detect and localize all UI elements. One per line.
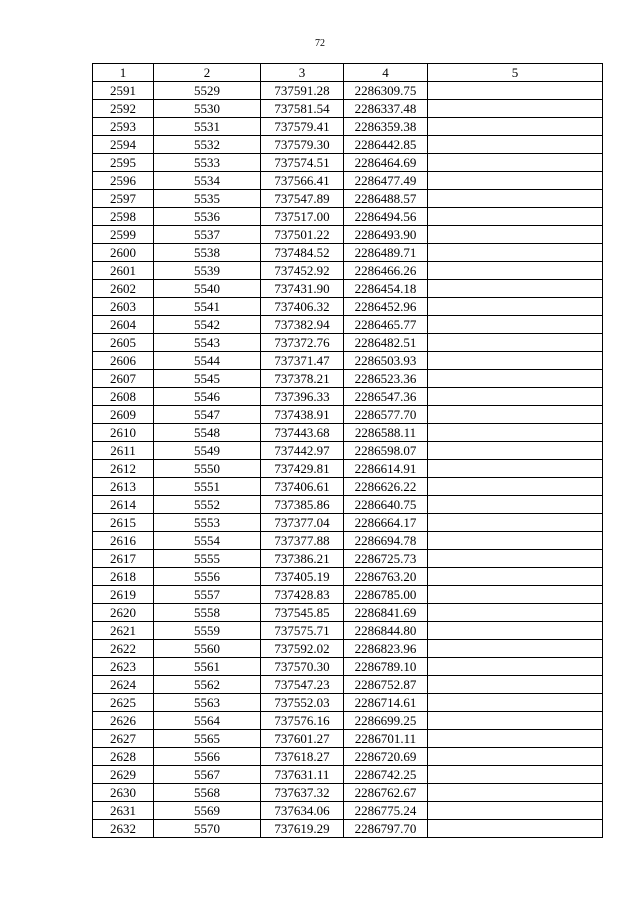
table-cell-col-1: 2622 — [93, 640, 154, 658]
table-cell-col-1: 2595 — [93, 154, 154, 172]
table-cell-col-4: 2286664.17 — [344, 514, 428, 532]
table-cell-col-1: 2627 — [93, 730, 154, 748]
table-cell-col-5 — [428, 820, 603, 838]
table-cell-col-3: 737618.27 — [261, 748, 344, 766]
table-cell-col-1: 2606 — [93, 352, 154, 370]
table-cell-col-2: 5557 — [154, 586, 261, 604]
table-cell-col-2: 5539 — [154, 262, 261, 280]
table-row — [93, 478, 603, 496]
table-cell-col-5 — [428, 388, 603, 406]
table-cell-col-4: 2286359.38 — [344, 118, 428, 136]
table-cell-col-4: 2286493.90 — [344, 226, 428, 244]
table-cell-col-3: 737634.06 — [261, 802, 344, 820]
table-row — [93, 442, 603, 460]
table-cell-col-1: 2629 — [93, 766, 154, 784]
table-cell-col-3: 737406.61 — [261, 478, 344, 496]
table-cell-col-5 — [428, 154, 603, 172]
table-cell-col-4: 2286714.61 — [344, 694, 428, 712]
table-cell-col-4: 2286464.69 — [344, 154, 428, 172]
table-cell-col-5 — [428, 82, 603, 100]
table-cell-col-4: 2286775.24 — [344, 802, 428, 820]
table-cell-col-1: 2592 — [93, 100, 154, 118]
table-cell-col-2: 5570 — [154, 820, 261, 838]
table-cell-col-1: 2614 — [93, 496, 154, 514]
table-cell-col-2: 5537 — [154, 226, 261, 244]
table-row — [93, 208, 603, 226]
table-row — [93, 586, 603, 604]
table-row — [93, 568, 603, 586]
table-cell-col-2: 5565 — [154, 730, 261, 748]
header-cell-2: 2 — [154, 64, 261, 82]
table-cell-col-5 — [428, 244, 603, 262]
table-cell-col-3: 737377.04 — [261, 514, 344, 532]
table-row — [93, 154, 603, 172]
table-cell-col-3: 737428.83 — [261, 586, 344, 604]
table-cell-col-4: 2286523.36 — [344, 370, 428, 388]
table-cell-col-3: 737547.89 — [261, 190, 344, 208]
table-cell-col-1: 2603 — [93, 298, 154, 316]
table-cell-col-4: 2286547.36 — [344, 388, 428, 406]
table-row — [93, 640, 603, 658]
table-header — [93, 64, 603, 82]
table-row — [93, 658, 603, 676]
table-cell-col-4: 2286789.10 — [344, 658, 428, 676]
table-row — [93, 424, 603, 442]
table-cell-col-5 — [428, 478, 603, 496]
coordinates-table — [92, 63, 603, 838]
table-cell-col-1: 2619 — [93, 586, 154, 604]
table-cell-col-5 — [428, 280, 603, 298]
table-row — [93, 136, 603, 154]
table-cell-col-3: 737574.51 — [261, 154, 344, 172]
table-cell-col-2: 5552 — [154, 496, 261, 514]
table-cell-col-2: 5540 — [154, 280, 261, 298]
table-cell-col-4: 2286442.85 — [344, 136, 428, 154]
table-cell-col-5 — [428, 352, 603, 370]
table-row — [93, 622, 603, 640]
table-cell-col-3: 737631.11 — [261, 766, 344, 784]
table-cell-col-1: 2621 — [93, 622, 154, 640]
table-row — [93, 694, 603, 712]
header-cell-1: 1 — [93, 64, 154, 82]
table-cell-col-4: 2286577.70 — [344, 406, 428, 424]
table-cell-col-5 — [428, 460, 603, 478]
table-cell-col-3: 737429.81 — [261, 460, 344, 478]
table-row — [93, 262, 603, 280]
page-number: 72 — [315, 38, 325, 49]
table-cell-col-4: 2286598.07 — [344, 442, 428, 460]
table-row — [93, 280, 603, 298]
table-cell-col-3: 737501.22 — [261, 226, 344, 244]
table-cell-col-2: 5558 — [154, 604, 261, 622]
table-cell-col-1: 2632 — [93, 820, 154, 838]
table-cell-col-3: 737452.92 — [261, 262, 344, 280]
table-cell-col-2: 5556 — [154, 568, 261, 586]
table-cell-col-2: 5534 — [154, 172, 261, 190]
table-cell-col-1: 2599 — [93, 226, 154, 244]
table-row — [93, 766, 603, 784]
table-row — [93, 406, 603, 424]
table-cell-col-3: 737405.19 — [261, 568, 344, 586]
table-cell-col-2: 5542 — [154, 316, 261, 334]
table-cell-col-3: 737438.91 — [261, 406, 344, 424]
table-cell-col-1: 2607 — [93, 370, 154, 388]
table-cell-col-5 — [428, 712, 603, 730]
table-cell-col-5 — [428, 568, 603, 586]
table-row — [93, 190, 603, 208]
table-cell-col-5 — [428, 514, 603, 532]
table-cell-col-3: 737570.30 — [261, 658, 344, 676]
table-cell-col-1: 2597 — [93, 190, 154, 208]
table-cell-col-1: 2591 — [93, 82, 154, 100]
table-cell-col-1: 2605 — [93, 334, 154, 352]
table-row — [93, 172, 603, 190]
table-cell-col-1: 2594 — [93, 136, 154, 154]
table-row — [93, 604, 603, 622]
table-cell-col-5 — [428, 424, 603, 442]
table-row — [93, 82, 603, 100]
table-cell-col-3: 737552.03 — [261, 694, 344, 712]
table-cell-col-2: 5569 — [154, 802, 261, 820]
table-cell-col-3: 737601.27 — [261, 730, 344, 748]
table-cell-col-1: 2617 — [93, 550, 154, 568]
table-cell-col-2: 5549 — [154, 442, 261, 460]
table-cell-col-4: 2286626.22 — [344, 478, 428, 496]
table-cell-col-4: 2286494.56 — [344, 208, 428, 226]
table-cell-col-3: 737484.52 — [261, 244, 344, 262]
table-cell-col-4: 2286725.73 — [344, 550, 428, 568]
table-cell-col-5 — [428, 100, 603, 118]
table-row — [93, 298, 603, 316]
table-cell-col-3: 737579.30 — [261, 136, 344, 154]
table-cell-col-4: 2286465.77 — [344, 316, 428, 334]
table-cell-col-1: 2624 — [93, 676, 154, 694]
table-row — [93, 514, 603, 532]
table-cell-col-2: 5536 — [154, 208, 261, 226]
table-cell-col-4: 2286309.75 — [344, 82, 428, 100]
table-cell-col-5 — [428, 298, 603, 316]
table-cell-col-2: 5566 — [154, 748, 261, 766]
table-cell-col-1: 2611 — [93, 442, 154, 460]
table-cell-col-2: 5544 — [154, 352, 261, 370]
header-cell-5: 5 — [428, 64, 603, 82]
table-cell-col-3: 737619.29 — [261, 820, 344, 838]
table-cell-col-1: 2631 — [93, 802, 154, 820]
table-cell-col-2: 5567 — [154, 766, 261, 784]
table-cell-col-4: 2286503.93 — [344, 352, 428, 370]
table-cell-col-5 — [428, 208, 603, 226]
table-cell-col-1: 2613 — [93, 478, 154, 496]
table-cell-col-1: 2625 — [93, 694, 154, 712]
table-cell-col-4: 2286614.91 — [344, 460, 428, 478]
table-cell-col-3: 737517.00 — [261, 208, 344, 226]
table-row — [93, 316, 603, 334]
table-cell-col-2: 5530 — [154, 100, 261, 118]
table-cell-col-4: 2286763.20 — [344, 568, 428, 586]
table-cell-col-3: 737382.94 — [261, 316, 344, 334]
table-cell-col-5 — [428, 766, 603, 784]
table-cell-col-1: 2593 — [93, 118, 154, 136]
table-cell-col-4: 2286694.78 — [344, 532, 428, 550]
table-cell-col-2: 5560 — [154, 640, 261, 658]
table-row — [93, 334, 603, 352]
table-cell-col-1: 2609 — [93, 406, 154, 424]
table-cell-col-2: 5562 — [154, 676, 261, 694]
table-cell-col-4: 2286452.96 — [344, 298, 428, 316]
table-cell-col-3: 737576.16 — [261, 712, 344, 730]
table-cell-col-1: 2612 — [93, 460, 154, 478]
table-cell-col-4: 2286477.49 — [344, 172, 428, 190]
table-cell-col-1: 2610 — [93, 424, 154, 442]
table-cell-col-5 — [428, 586, 603, 604]
table-cell-col-5 — [428, 802, 603, 820]
table-row — [93, 244, 603, 262]
table-row — [93, 460, 603, 478]
table-cell-col-2: 5563 — [154, 694, 261, 712]
table-cell-col-3: 737385.86 — [261, 496, 344, 514]
table-cell-col-4: 2286466.26 — [344, 262, 428, 280]
table-cell-col-3: 737443.68 — [261, 424, 344, 442]
table-cell-col-1: 2616 — [93, 532, 154, 550]
table-row — [93, 730, 603, 748]
table-cell-col-2: 5559 — [154, 622, 261, 640]
table-cell-col-1: 2598 — [93, 208, 154, 226]
table-cell-col-4: 2286488.57 — [344, 190, 428, 208]
table-cell-col-5 — [428, 262, 603, 280]
table-cell-col-1: 2626 — [93, 712, 154, 730]
table-cell-col-1: 2623 — [93, 658, 154, 676]
table-cell-col-2: 5554 — [154, 532, 261, 550]
table-cell-col-5 — [428, 694, 603, 712]
table-cell-col-5 — [428, 604, 603, 622]
table-cell-col-2: 5551 — [154, 478, 261, 496]
table-cell-col-1: 2604 — [93, 316, 154, 334]
table-cell-col-1: 2615 — [93, 514, 154, 532]
table-cell-col-3: 737545.85 — [261, 604, 344, 622]
table-cell-col-3: 737372.76 — [261, 334, 344, 352]
table-row — [93, 388, 603, 406]
table-cell-col-4: 2286752.87 — [344, 676, 428, 694]
table-cell-col-4: 2286489.71 — [344, 244, 428, 262]
table-cell-col-3: 737581.54 — [261, 100, 344, 118]
table-cell-col-1: 2600 — [93, 244, 154, 262]
table-cell-col-5 — [428, 784, 603, 802]
table-cell-col-4: 2286482.51 — [344, 334, 428, 352]
table-body — [93, 82, 603, 838]
table-cell-col-3: 737591.28 — [261, 82, 344, 100]
table-cell-col-3: 737547.23 — [261, 676, 344, 694]
table-cell-col-5 — [428, 334, 603, 352]
table-cell-col-3: 737378.21 — [261, 370, 344, 388]
table-cell-col-4: 2286454.18 — [344, 280, 428, 298]
table-cell-col-2: 5550 — [154, 460, 261, 478]
table-cell-col-5 — [428, 226, 603, 244]
table-cell-col-2: 5546 — [154, 388, 261, 406]
table-cell-col-2: 5529 — [154, 82, 261, 100]
table-cell-col-2: 5543 — [154, 334, 261, 352]
table-cell-col-3: 737592.02 — [261, 640, 344, 658]
table-cell-col-2: 5531 — [154, 118, 261, 136]
table-cell-col-4: 2286785.00 — [344, 586, 428, 604]
table-cell-col-5 — [428, 496, 603, 514]
table-cell-col-4: 2286720.69 — [344, 748, 428, 766]
header-cell-3: 3 — [261, 64, 344, 82]
table-cell-col-3: 737377.88 — [261, 532, 344, 550]
table-row — [93, 802, 603, 820]
table-cell-col-4: 2286742.25 — [344, 766, 428, 784]
table-row — [93, 226, 603, 244]
table-cell-col-2: 5553 — [154, 514, 261, 532]
table-cell-col-5 — [428, 550, 603, 568]
table-cell-col-4: 2286588.11 — [344, 424, 428, 442]
table-cell-col-5 — [428, 370, 603, 388]
table-cell-col-4: 2286841.69 — [344, 604, 428, 622]
table-cell-col-2: 5548 — [154, 424, 261, 442]
table-row — [93, 496, 603, 514]
table-row — [93, 550, 603, 568]
table-row — [93, 820, 603, 838]
table-cell-col-3: 737406.32 — [261, 298, 344, 316]
table-cell-col-3: 737386.21 — [261, 550, 344, 568]
table-cell-col-5 — [428, 118, 603, 136]
table-cell-col-1: 2620 — [93, 604, 154, 622]
table-cell-col-3: 737431.90 — [261, 280, 344, 298]
table-cell-col-3: 737566.41 — [261, 172, 344, 190]
table-cell-col-1: 2596 — [93, 172, 154, 190]
table-cell-col-1: 2602 — [93, 280, 154, 298]
table-cell-col-2: 5541 — [154, 298, 261, 316]
table-row — [93, 532, 603, 550]
table-cell-col-3: 737575.71 — [261, 622, 344, 640]
table-row — [93, 784, 603, 802]
table-cell-col-4: 2286823.96 — [344, 640, 428, 658]
table-cell-col-5 — [428, 136, 603, 154]
table-row — [93, 370, 603, 388]
table-cell-col-2: 5564 — [154, 712, 261, 730]
table-cell-col-2: 5535 — [154, 190, 261, 208]
table-cell-col-5 — [428, 748, 603, 766]
table-cell-col-5 — [428, 532, 603, 550]
table-cell-col-2: 5532 — [154, 136, 261, 154]
table-cell-col-5 — [428, 658, 603, 676]
table-cell-col-1: 2608 — [93, 388, 154, 406]
table-cell-col-2: 5547 — [154, 406, 261, 424]
table-row — [93, 118, 603, 136]
table-cell-col-2: 5561 — [154, 658, 261, 676]
table-cell-col-1: 2618 — [93, 568, 154, 586]
table-row — [93, 748, 603, 766]
table-cell-col-4: 2286337.48 — [344, 100, 428, 118]
table-cell-col-4: 2286699.25 — [344, 712, 428, 730]
table-cell-col-5 — [428, 316, 603, 334]
table-cell-col-2: 5533 — [154, 154, 261, 172]
table-cell-col-5 — [428, 190, 603, 208]
table-row — [93, 352, 603, 370]
table-cell-col-4: 2286640.75 — [344, 496, 428, 514]
table-cell-col-3: 737579.41 — [261, 118, 344, 136]
table-row — [93, 100, 603, 118]
header-cell-4: 4 — [344, 64, 428, 82]
table-cell-col-2: 5568 — [154, 784, 261, 802]
table-cell-col-1: 2601 — [93, 262, 154, 280]
table-cell-col-5 — [428, 172, 603, 190]
table-cell-col-5 — [428, 406, 603, 424]
table-cell-col-5 — [428, 640, 603, 658]
header-row — [93, 64, 603, 82]
table-cell-col-5 — [428, 730, 603, 748]
table-cell-col-1: 2630 — [93, 784, 154, 802]
table-cell-col-2: 5538 — [154, 244, 261, 262]
table-cell-col-1: 2628 — [93, 748, 154, 766]
table-cell-col-3: 737442.97 — [261, 442, 344, 460]
table-cell-col-5 — [428, 676, 603, 694]
table-cell-col-3: 737371.47 — [261, 352, 344, 370]
table-cell-col-4: 2286844.80 — [344, 622, 428, 640]
table-cell-col-4: 2286762.67 — [344, 784, 428, 802]
table-cell-col-3: 737637.32 — [261, 784, 344, 802]
table-row — [93, 676, 603, 694]
table-cell-col-2: 5545 — [154, 370, 261, 388]
table-cell-col-2: 5555 — [154, 550, 261, 568]
table-row — [93, 712, 603, 730]
table-cell-col-5 — [428, 442, 603, 460]
table-cell-col-3: 737396.33 — [261, 388, 344, 406]
table-cell-col-5 — [428, 622, 603, 640]
table-cell-col-4: 2286797.70 — [344, 820, 428, 838]
table-cell-col-4: 2286701.11 — [344, 730, 428, 748]
